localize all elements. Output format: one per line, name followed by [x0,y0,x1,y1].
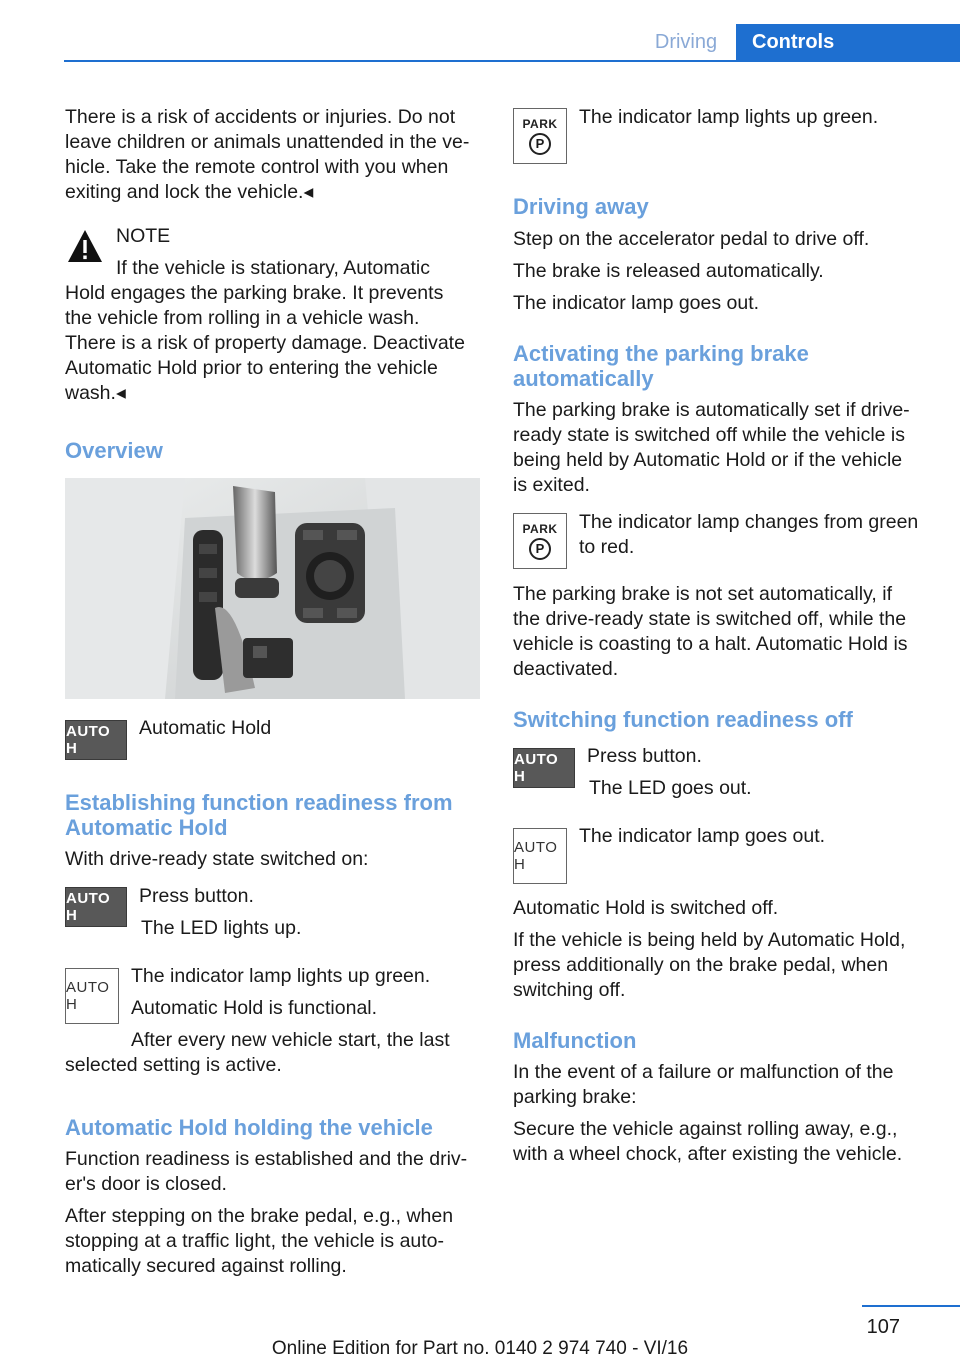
auto-h-button-icon: AUTO H [65,720,127,760]
warning-line-4: exiting and lock the vehicle.◂ [65,181,314,203]
automatic-hold-caption: Automatic Hold [139,717,272,739]
header-chapter: Controls [736,24,960,61]
driving-away-heading: Driving away [513,194,649,219]
warning-line-3: hicle. Take the remote control with you when [65,156,449,178]
activating-text-4: is exited. [513,474,590,496]
header-rule [64,60,960,62]
switched-off-text: Automatic Hold is switched off. [513,897,779,919]
step-accelerator-text: Step on the accelerator pedal to drive off. [513,228,870,250]
secure-text-2: with a wheel chock, after existing the vehicle. [513,1143,903,1165]
holding-heading: Automatic Hold holding the vehicle [65,1115,433,1140]
establish-intro: With drive-ready state switched on: [65,848,369,870]
held-text-3: switching off. [513,979,626,1001]
note-line-4: Automatic Hold prior to entering the vehicle [65,357,438,379]
note-line-2: the vehicle from rolling in a vehicle wash. [65,307,420,329]
secure-text-1: Secure the vehicle against rolling away, e.g., [513,1118,898,1140]
malfunction-text-2: parking brake: [513,1086,637,1108]
center-console-photo [65,478,480,699]
park-brake-indicator-icon: PARK P [513,513,567,569]
note-line-5: wash.◂ [65,382,126,404]
park-brake-indicator-icon: PARK P [513,108,567,164]
after-start-text-2: selected setting is active. [65,1054,282,1076]
auto-h-button-icon: AUTO H [513,748,575,788]
warning-line-1: There is a risk of accidents or injuries. Do not [65,106,456,128]
indicator-green-text: The indicator lamp lights up green. [579,106,879,128]
auto-h-indicator-icon: AUTO H [513,828,567,884]
changes-red-text-2: to red. [579,536,635,558]
holding-text-2b: stopping at a traffic light, the vehicle is auto- [65,1230,445,1252]
not-set-text-3: vehicle is coasting to a halt. Automatic Hold is [513,633,908,655]
press-button-text: Press button. [139,885,254,907]
after-start-text: After every new vehicle start, the last [131,1029,450,1051]
led-lights-up-text: The LED lights up. [141,917,302,939]
auto-h-button-icon: AUTO H [65,887,127,927]
not-set-text-4: deactivated. [513,658,619,680]
held-text-2: press additionally on the brake pedal, when [513,954,889,976]
footer-rule [862,1305,960,1307]
not-set-text-2: the drive-ready state is switched off, while the [513,608,907,630]
warning-line-2: leave children or animals unattended in the ve- [65,131,470,153]
activating-heading-line-2: automatically [513,366,654,391]
holding-text-1b: er's door is closed. [65,1173,227,1195]
activating-text-1: The parking brake is automatically set if drive- [513,399,910,421]
not-set-text-1: The parking brake is not set automatically, if [513,583,892,605]
changes-red-text-1: The indicator lamp changes from green [579,511,919,533]
holding-text-2a: After stepping on the brake pedal, e.g., when [65,1205,454,1227]
warning-triangle-icon [66,226,104,268]
note-label: NOTE [116,225,171,247]
lamp-goes-out-text: The indicator lamp goes out. [579,825,826,847]
activating-heading-line-1: Activating the parking brake [513,341,809,366]
held-text-1: If the vehicle is being held by Automatic Hold, [513,929,906,951]
brake-released-text: The brake is released automatically. [513,260,824,282]
note-line-3: There is a risk of property damage. Deactivate [65,332,465,354]
lamp-goes-out-text: The indicator lamp goes out. [513,292,760,314]
online-edition-text: Online Edition for Part no. 0140 2 974 740 - VI/16 [271,1338,689,1359]
page-number: 107 [866,1316,900,1338]
header-section: Driving [654,31,718,53]
switching-off-heading: Switching function readiness off [513,707,853,732]
auto-h-indicator-icon: AUTO H [65,968,119,1024]
note-first-line: If the vehicle is stationary, Automatic [116,257,430,279]
establish-heading-line-1: Establishing function readiness from [65,790,453,815]
led-goes-out-text: The LED goes out. [589,777,752,799]
functional-text: Automatic Hold is functional. [131,997,378,1019]
note-line-1: Hold engages the parking brake. It prevents [65,282,444,304]
holding-text-2c: matically secured against rolling. [65,1255,347,1277]
malfunction-heading: Malfunction [513,1028,637,1053]
press-button-text: Press button. [587,745,702,767]
activating-text-2: ready state is switched off while the vehicle is [513,424,905,446]
malfunction-text-1: In the event of a failure or malfunction of the [513,1061,894,1083]
activating-text-3: being held by Automatic Hold or if the vehicle [513,449,903,471]
overview-heading: Overview [65,438,163,463]
establish-heading-line-2: Automatic Hold [65,815,228,840]
holding-text-1a: Function readiness is established and the driv- [65,1148,468,1170]
indicator-green-text: The indicator lamp lights up green. [131,965,431,987]
